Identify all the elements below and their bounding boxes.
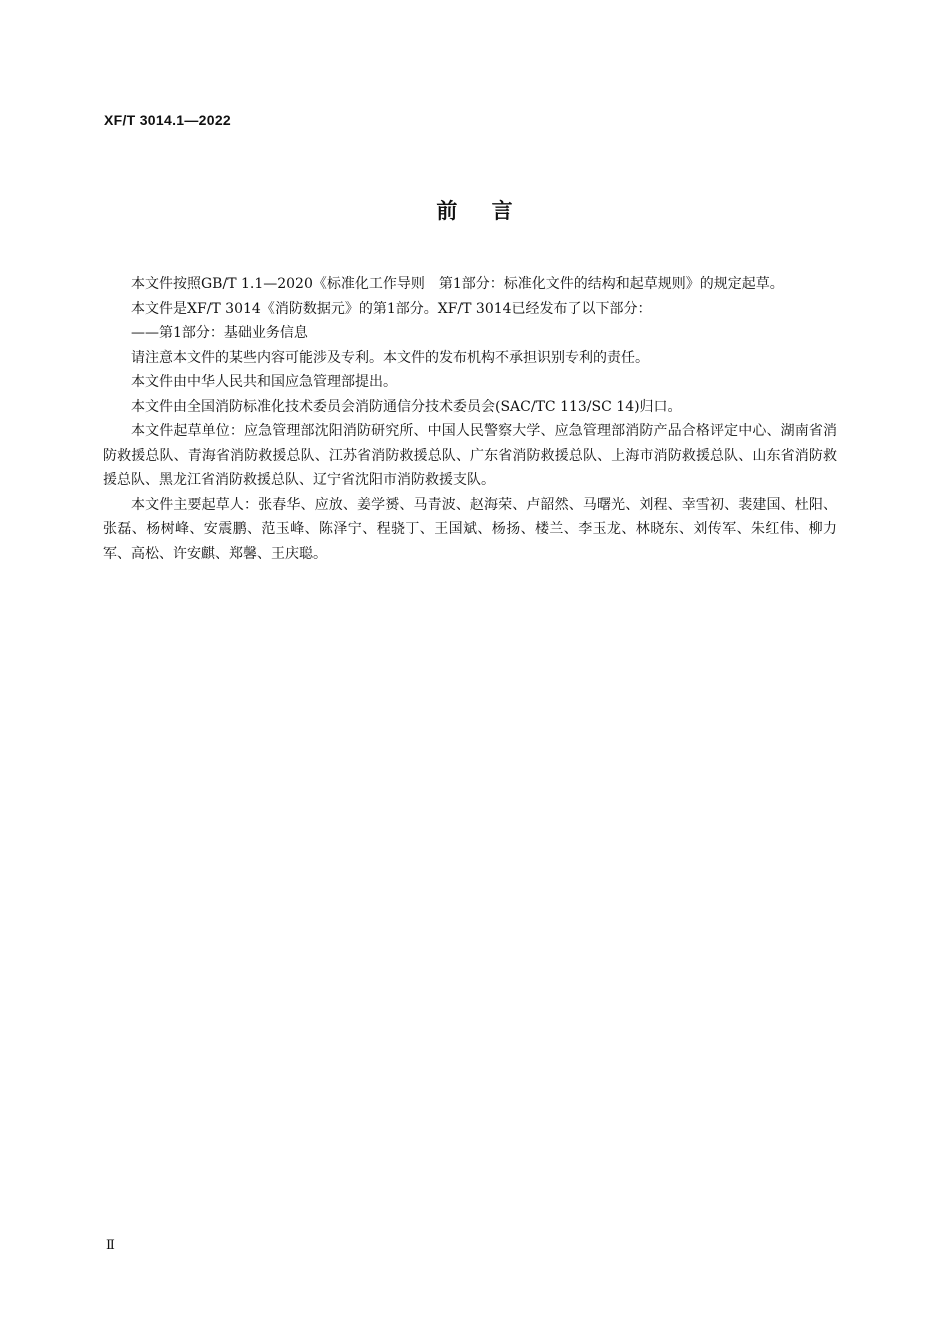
paragraph-drafting-rules: 本文件按照GB/T 1.1—2020《标准化工作导则 第1部分：标准化文件的结构和起草规则》的规定起草。: [131, 276, 784, 292]
paragraph-proposed-by: 本文件由中华人民共和国应急管理部提出。: [131, 374, 397, 390]
document-code: XF/T 3014.1—2022: [104, 112, 231, 128]
page-title: 前 言: [436, 199, 514, 223]
paragraph-part-of-series: 本文件是XF/T 3014《消防数据元》的第1部分。XF/T 3014已经发布了以下部分：: [131, 300, 652, 317]
paragraph-main-drafters: 本文件主要起草人：张春华、应放、姜学赟、马青波、赵海荣、卢韶然、马曙光、刘程、幸雪初、裴建国、杜阳、张磊、杨树峰、安震鹏、范玉峰、陈泽宁、程骁丁、王国斌、杨扬、楼兰、李玉龙、林晓东、刘传军、朱红伟、柳力军、高松、许安麒、郑馨、王庆聪。: [103, 496, 837, 562]
paragraph-administered-by: 本文件由全国消防标准化技术委员会消防通信分技术委员会(SAC/TC 113/SC 14)归口。: [131, 398, 682, 415]
foreword-body: [103, 272, 837, 566]
paragraph-drafting-organizations: 本文件起草单位：应急管理部沈阳消防研究所、中国人民警察大学、应急管理部消防产品合格评定中心、湖南省消防救援总队、青海省消防救援总队、江苏省消防救援总队、广东省消防救援总队、上海市消防救援总队、山东省消防救援总队、黑龙江省消防救援总队、辽宁省沈阳市消防救援支队。: [103, 423, 837, 488]
paragraph-patent-notice: 请注意本文件的某些内容可能涉及专利。本文件的发布机构不承担识别专利的责任。: [131, 349, 649, 366]
paragraph-published-part-1: ——第1部分：基础业务信息: [131, 325, 308, 341]
page-number: Ⅱ: [106, 1238, 115, 1253]
